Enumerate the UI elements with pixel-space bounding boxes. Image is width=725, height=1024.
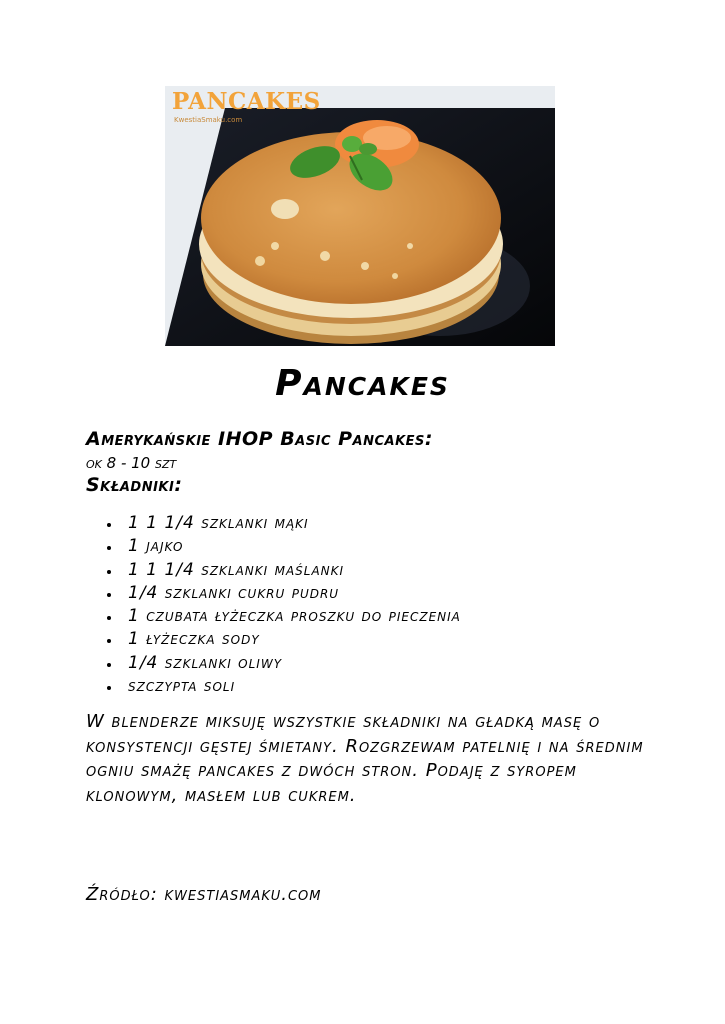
photo-title-watermark: PANCAKES [172, 88, 321, 115]
ingredient-item: 1 czubata łyżeczka proszku do pieczenia [106, 605, 461, 628]
ingredient-item: szczypta soli [106, 675, 461, 698]
ingredient-item: 1/4 szklanki oliwy [106, 652, 461, 675]
instructions-paragraph: W blenderze miksuję wszystkie składniki na gładką masę o konsystencji gęstej śmietany. Rozgrzewam patelnię i na średnim ogniu smażę pancakes z dwóch stron. Podaję z syropem klonowym, masłem lub cukrem. [86, 711, 644, 806]
ingredient-item: 1/4 szklanki cukru pudru [106, 582, 461, 605]
pancakes-illustration [165, 86, 555, 346]
ingredients-list [106, 512, 461, 698]
page-title: Pancakes [275, 363, 450, 404]
ingredient-item: 1 jajko [106, 535, 461, 558]
ingredient-item: 1 1 1/4 szklanki maślanki [106, 559, 461, 582]
ingredients-heading: Składniki: [86, 474, 183, 496]
ingredient-item: 1 łyżeczka sody [106, 628, 461, 651]
ingredient-item: 1 1 1/4 szklanki mąki [106, 512, 461, 535]
servings: ok 8 - 10 szt [86, 454, 177, 472]
pancakes-photo [165, 86, 555, 346]
source-credit: Źródło: kwestiasmaku.com [86, 884, 322, 905]
photo-site-watermark: KwestiaSmaku.com [174, 116, 243, 124]
recipe-subtitle: Amerykańskie IHOP Basic Pancakes: [86, 428, 433, 450]
